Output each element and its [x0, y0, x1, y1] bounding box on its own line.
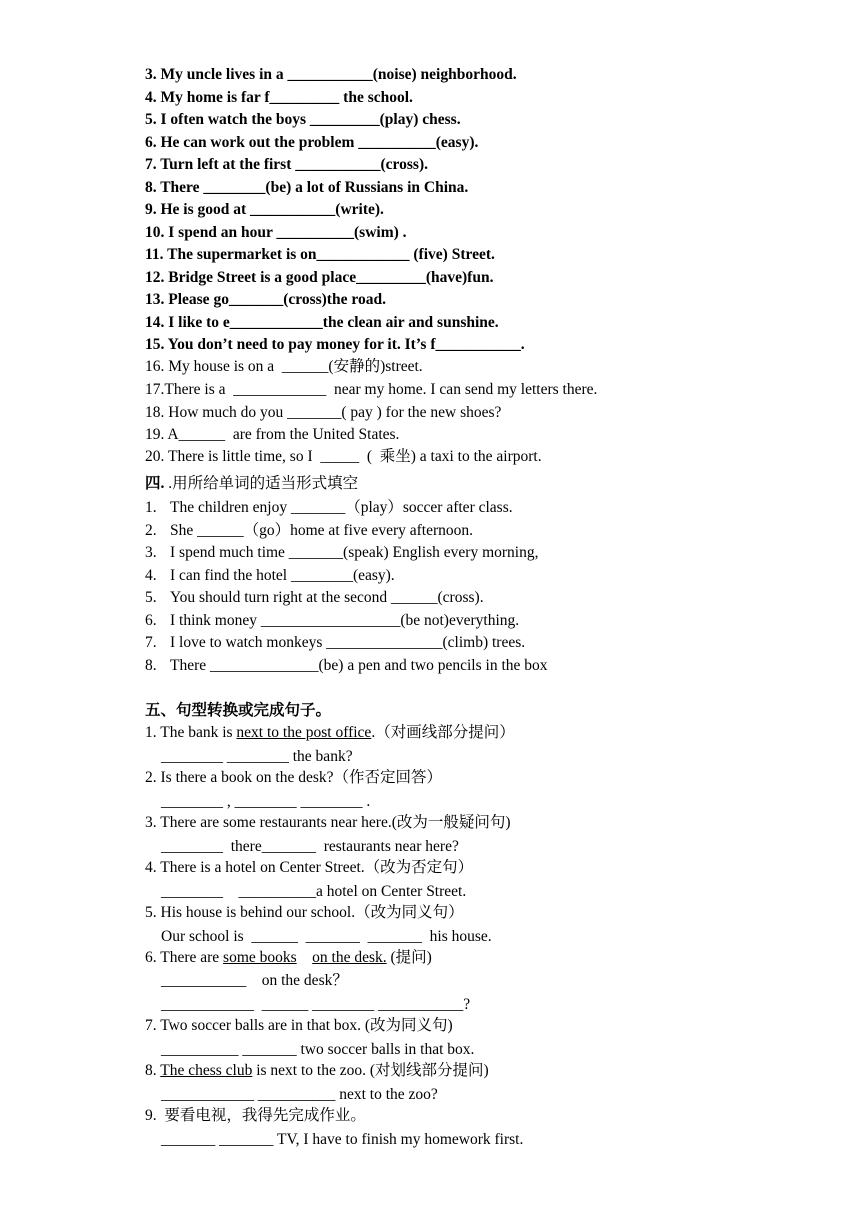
- item-text: I think money __________________(be not)everything.: [170, 612, 520, 629]
- question-text: 6. There are: [145, 949, 224, 966]
- exercise-5-1: [145, 724, 515, 742]
- item-text: I love to watch monkeys _______________(climb) trees.: [170, 634, 526, 651]
- item-number: 5.: [145, 589, 157, 606]
- underlined-phrase: The chess club: [160, 1062, 253, 1079]
- exercise-3-15: 15. You don’t need to pay money for it. It’s f___________.: [145, 336, 525, 353]
- exercise-4-3: [145, 544, 538, 562]
- section-five-heading: 五、句型转换或完成句子。: [145, 702, 332, 719]
- item-text: You should turn right at the second ______(cross).: [170, 589, 484, 606]
- question-number: 8.: [145, 1062, 161, 1079]
- question-text: 1. The bank is: [145, 724, 237, 741]
- section-four-heading: [145, 475, 358, 493]
- exercise-3-9: 9. He is good at ___________(write).: [145, 201, 384, 218]
- exercise-4-2: [145, 522, 473, 540]
- exercise-3-11: 11. The supermarket is on____________ (five) Street.: [145, 246, 495, 263]
- exercise-3-8: 8. There ________(be) a lot of Russians in China.: [145, 179, 469, 196]
- item-text: I can find the hotel ________(easy).: [170, 567, 395, 584]
- answer-line-5-6b: ____________ ______ ________ ___________?: [161, 996, 471, 1013]
- answer-line-5-6a: ___________ on the desk？: [161, 972, 348, 989]
- item-number: 7.: [145, 634, 157, 651]
- exercise-5-9: 9. 要看电视，我得先完成作业。: [145, 1107, 366, 1124]
- answer-line-5-8: ____________ __________ next to the zoo?: [161, 1086, 438, 1103]
- exercise-3-7: 7. Turn left at the first ___________(cross).: [145, 156, 428, 173]
- item-text: The children enjoy _______（play）soccer after class.: [170, 499, 513, 516]
- answer-line-5-7: __________ _______ two soccer balls in that box.: [161, 1041, 475, 1058]
- exercise-5-6: [145, 949, 432, 967]
- exercise-4-7: [145, 634, 525, 652]
- answer-line-5-3: ________ there_______ restaurants near here?: [161, 838, 459, 855]
- section-four-title: .用所给单词的适当形式填空: [164, 475, 359, 492]
- question-instruction: .（对画线部分提问）: [371, 724, 515, 741]
- exercise-3-17: 17.There is a ____________ near my home. I can send my letters there.: [145, 381, 598, 398]
- exercise-3-14: 14. I like to e____________the clean air and sunshine.: [145, 314, 499, 331]
- question-instruction: (提问): [386, 949, 432, 966]
- item-number: 2.: [145, 522, 157, 539]
- underlined-phrase: some books: [223, 949, 297, 966]
- answer-line-5-4: ________ __________a hotel on Center Street.: [161, 883, 467, 900]
- item-number: 3.: [145, 544, 157, 561]
- exercise-5-8: [145, 1062, 489, 1080]
- exercise-5-5: 5. His house is behind our school.（改为同义句）: [145, 904, 464, 921]
- answer-line-5-2: ________ , ________ ________ .: [161, 793, 371, 810]
- exercise-3-16: 16. My house is on a ______(安静的)street.: [145, 358, 423, 375]
- item-number: 6.: [145, 612, 157, 629]
- underlined-phrase: on the desk.: [312, 949, 387, 966]
- exercise-3-20: 20. There is little time, so I _____ ( 乘坐) a taxi to the airport.: [145, 448, 542, 465]
- item-text: There ______________(be) a pen and two pencils in the box: [170, 657, 548, 674]
- exercise-5-7: 7. Two soccer balls are in that box. (改为同义句): [145, 1017, 453, 1034]
- exercise-3-10: 10. I spend an hour __________(swim) .: [145, 224, 407, 241]
- answer-line-5-5: Our school is ______ _______ _______ his house.: [161, 928, 492, 945]
- item-number: 4.: [145, 567, 157, 584]
- exercise-4-4: [145, 567, 395, 585]
- exercise-3-18: 18. How much do you _______( pay ) for the new shoes?: [145, 404, 502, 421]
- item-number: 8.: [145, 657, 157, 674]
- exercise-3-3: 3. My uncle lives in a ___________(noise) neighborhood.: [145, 66, 517, 83]
- exercise-3-19: 19. A______ are from the United States.: [145, 426, 400, 443]
- exercise-3-12: 12. Bridge Street is a good place_________(have)fun.: [145, 269, 494, 286]
- item-number: 1.: [145, 499, 157, 516]
- exercise-5-3: 3. There are some restaurants near here.(改为一般疑问句): [145, 814, 511, 831]
- exercise-4-1: [145, 499, 513, 517]
- underlined-phrase: next to the post office: [236, 724, 372, 741]
- item-text: She ______（go）home at five every afternoon.: [170, 522, 474, 539]
- exercise-3-6: 6. He can work out the problem __________(easy).: [145, 134, 479, 151]
- exercise-3-4: 4. My home is far f_________ the school.: [145, 89, 413, 106]
- answer-line-5-9: _______ _______ TV, I have to finish my homework first.: [161, 1131, 524, 1148]
- exercise-4-5: [145, 589, 484, 607]
- exercise-5-4: 4. There is a hotel on Center Street.（改为否定句）: [145, 859, 474, 876]
- question-instruction: is next to the zoo. (对划线部分提问): [252, 1062, 489, 1079]
- exercise-5-2: 2. Is there a book on the desk?（作否定回答）: [145, 769, 443, 786]
- exercise-4-8: [145, 657, 548, 675]
- exercise-3-13: 13. Please go_______(cross)the road.: [145, 291, 386, 308]
- exercise-3-5: 5. I often watch the boys _________(play) chess.: [145, 111, 461, 128]
- exercise-4-6: [145, 612, 519, 630]
- item-text: I spend much time _______(speak) English every morning,: [170, 544, 539, 561]
- answer-line-5-1: ________ ________ the bank?: [161, 748, 353, 765]
- spacer-text: [297, 949, 313, 966]
- section-four-number: 四.: [145, 475, 165, 492]
